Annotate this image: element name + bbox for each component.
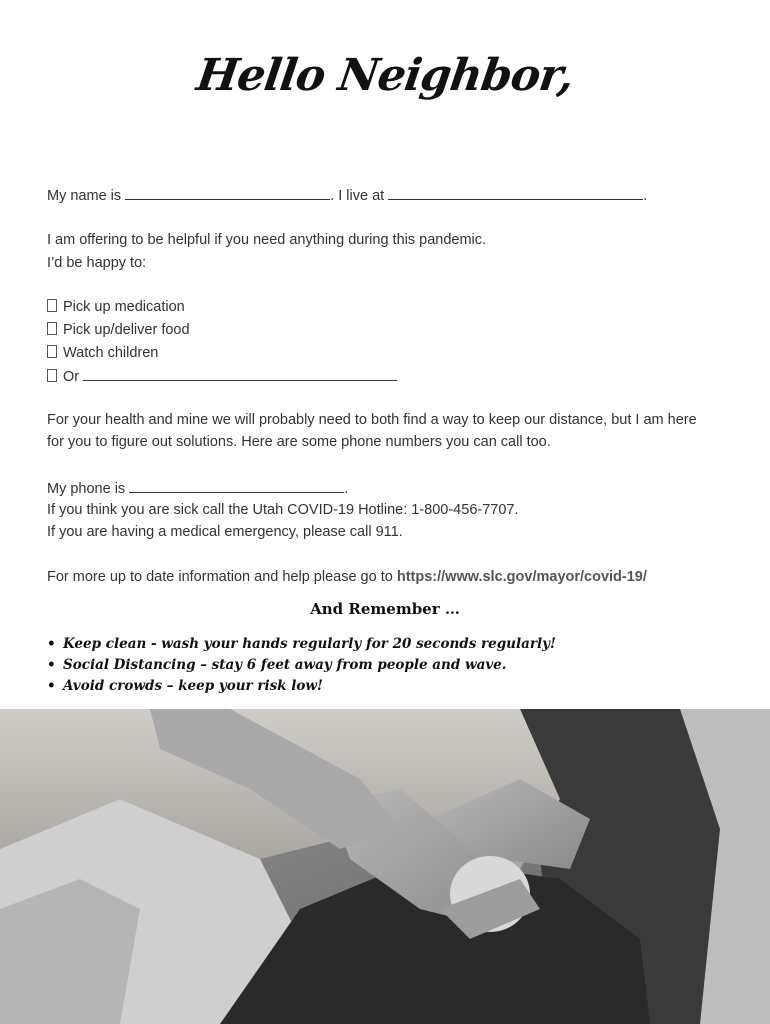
- bullet-icon: •: [47, 678, 56, 694]
- name-blank[interactable]: [125, 187, 330, 200]
- list-item: [47, 634, 556, 655]
- option-children[interactable]: [47, 345, 158, 361]
- bullet-icon: •: [47, 636, 56, 652]
- more-info-text: For more up to date information and help please go to: [47, 569, 393, 585]
- page-heading: Hello Neighbor,: [193, 50, 577, 101]
- tip-text: Avoid crowds – keep your risk low!: [63, 678, 323, 694]
- option-label: Watch children: [63, 345, 159, 361]
- remember-title: And Remember …: [310, 600, 460, 618]
- option-label: Or: [63, 369, 80, 385]
- health-line-1: For your health and mine we will probably need to both find a way to keep our distance, but I am here: [47, 412, 697, 428]
- checkbox-icon[interactable]: [47, 299, 57, 312]
- option-food[interactable]: [47, 322, 190, 338]
- tip-text: Keep clean - wash your hands regularly for 20 seconds regularly!: [63, 636, 556, 652]
- option-medication[interactable]: [47, 299, 185, 315]
- health-line-2: for you to figure out solutions. Here are some phone numbers you can call too.: [47, 434, 551, 450]
- offer-line-1: I am offering to be helpful if you need anything during this pandemic.: [47, 232, 487, 248]
- more-info-line: [47, 569, 647, 585]
- phone-blank[interactable]: [129, 480, 344, 493]
- option-label: Pick up/deliver food: [63, 322, 190, 338]
- emergency-line: If you are having a medical emergency, please call 911.: [47, 524, 403, 540]
- checkbox-icon[interactable]: [47, 345, 57, 358]
- list-item: [47, 655, 556, 676]
- tips-list: [47, 634, 556, 697]
- bullet-icon: •: [47, 657, 56, 673]
- phone-label: My phone is: [47, 481, 126, 497]
- hotline-line: If you think you are sick call the Utah COVID-19 Hotline: 1-800-456-7707.: [47, 502, 519, 518]
- checkbox-icon[interactable]: [47, 369, 57, 382]
- other-blank[interactable]: [83, 368, 397, 381]
- intro-line: [47, 187, 647, 204]
- address-blank[interactable]: [388, 187, 643, 200]
- name-label: My name is: [47, 188, 122, 204]
- phone-end: .: [344, 481, 349, 497]
- list-item: [47, 676, 556, 697]
- offer-line-2: I’d be happy to:: [47, 255, 147, 271]
- option-other[interactable]: [47, 368, 397, 385]
- tip-text: Social Distancing – stay 6 feet away from people and wave.: [63, 657, 507, 673]
- checkbox-icon[interactable]: [47, 322, 57, 335]
- phone-line: [47, 480, 348, 497]
- holding-hands-photo: [0, 709, 770, 1024]
- live-label: . I live at: [330, 188, 385, 204]
- covid-link[interactable]: https://www.slc.gov/mayor/covid-19/: [396, 569, 647, 585]
- intro-end: .: [643, 188, 648, 204]
- option-label: Pick up medication: [63, 299, 185, 315]
